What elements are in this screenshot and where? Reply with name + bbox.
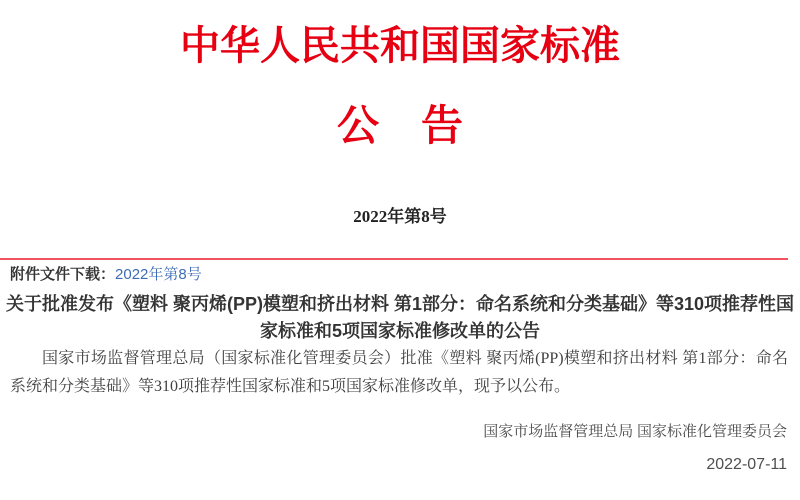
- attachment-download-label: 附件文件下载：: [10, 266, 116, 283]
- announcement-body-paragraph: 国家市场监督管理总局（国家标准化管理委员会）批准《塑料 聚丙烯(PP)模塑和挤出材料 第1部分：命名系统和分类基础》等310项推荐性国家标准和5项国家标准修改单，现予以公布。: [10, 350, 788, 395]
- announcement-heading-line1: 关于批准发布《塑料 聚丙烯(PP)模塑和挤出材料 第1部分：命名系统和分类基础》等310项推荐性国: [5, 294, 795, 314]
- issuing-authority-signature: 国家市场监督管理总局 国家标准化管理委员会: [483, 424, 787, 440]
- announcement-heading-line2: 家标准和5项国家标准修改单的公告: [259, 321, 540, 341]
- page-title: 中华人民共和国国家标准: [180, 23, 620, 68]
- attachment-download-row: [10, 265, 202, 285]
- attachment-download-link[interactable]: 2022年第8号: [115, 266, 202, 283]
- publication-date: 2022-07-11: [706, 456, 787, 473]
- red-divider-line: [0, 258, 788, 260]
- issue-number: 2022年第8号: [353, 207, 447, 226]
- announcement-heading: [0, 291, 800, 345]
- document-subtitle: 公 告: [336, 104, 463, 150]
